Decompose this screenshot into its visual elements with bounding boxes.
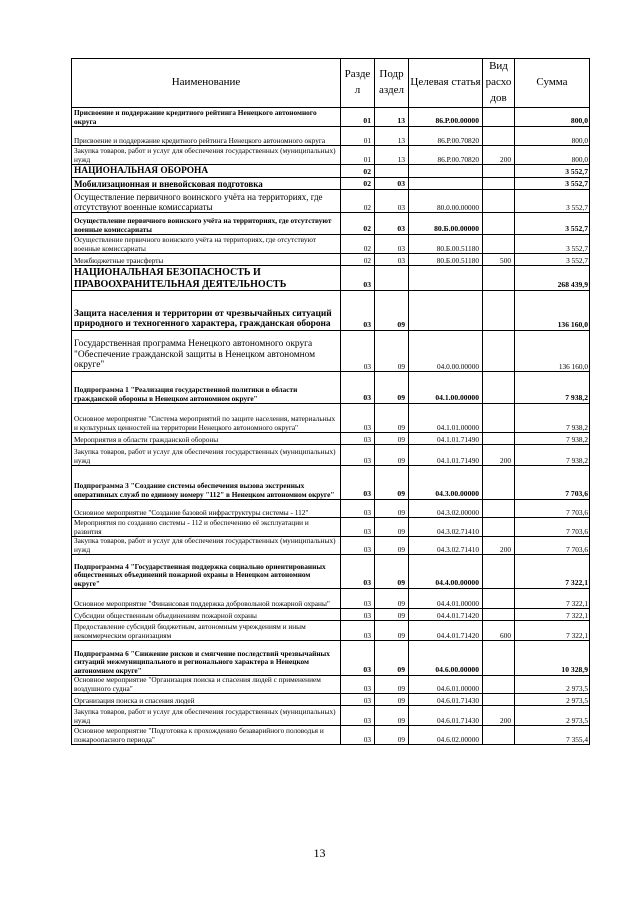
cell-podrazdel: 09	[375, 640, 409, 675]
cell-name: Подпрограмма 6 "Снижение рисков и смягчение последствий чрезвычайных ситуаций межмуниципального и регионального характера в Ненецком автономном округе"	[72, 640, 341, 675]
cell-summa: 7 703,6	[515, 517, 590, 536]
cell-podrazdel: 09	[375, 693, 409, 705]
table-row	[72, 290, 590, 330]
cell-name: Подпрограмма 4 "Государственная поддержка социально ориентированных общественных объединений пожарной охраны в Ненецком автономном округе"	[72, 554, 341, 588]
cell-summa: 2 973,5	[515, 693, 590, 705]
cell-tselevaya-statya: 04.4.01.71420	[409, 608, 483, 620]
cell-name: Мобилизационная и вневойсковая подготовка	[72, 177, 341, 189]
table-row	[72, 177, 590, 189]
cell-name: Подпрограмма 1 "Реализация государственной политики в области гражданской обороны в Ненецком автономном округе"	[72, 371, 341, 403]
cell-vid-raskhodov: 200	[483, 145, 515, 164]
cell-summa: 268 439,9	[515, 265, 590, 290]
cell-name: Подпрограмма 3 "Создание системы обеспечения вызова экстренных оперативных служб по единому номеру "112" в Ненецком автономном округе"	[72, 465, 341, 499]
cell-tselevaya-statya: 04.1.00.00000	[409, 371, 483, 403]
cell-vid-raskhodov	[483, 126, 515, 145]
table-row	[72, 465, 590, 499]
cell-razdel: 02	[341, 253, 375, 265]
header-podrazdel: Подр аздел	[375, 59, 409, 108]
cell-name: Осуществление первичного воинского учёта на территориях, где отсутствуют военные комиссариаты	[72, 234, 341, 253]
cell-tselevaya-statya: 80.Б.00.00000	[409, 212, 483, 234]
cell-vid-raskhodov	[483, 465, 515, 499]
cell-razdel: 03	[341, 725, 375, 744]
cell-name: Закупка товаров, работ и услуг для обеспечения государственных (муниципальных) нужд	[72, 145, 341, 164]
header-name: Наименование	[72, 59, 341, 108]
cell-razdel: 03	[341, 290, 375, 330]
cell-tselevaya-statya: 04.4.01.71420	[409, 620, 483, 640]
table-row	[72, 403, 590, 432]
cell-name: Основное мероприятие "Подготовка к прохождению безаварийного половодья и пожароопасного периода"	[72, 725, 341, 744]
cell-vid-raskhodov	[483, 177, 515, 189]
table-row	[72, 371, 590, 403]
cell-summa: 800,0	[515, 145, 590, 164]
cell-podrazdel: 09	[375, 290, 409, 330]
cell-vid-raskhodov	[483, 608, 515, 620]
table-row	[72, 536, 590, 554]
cell-name: Предоставление субсидий бюджетным, автономным учреждениям и иным некоммерческим организациям	[72, 620, 341, 640]
cell-podrazdel: 09	[375, 554, 409, 588]
cell-name: Закупка товаров, работ и услуг для обеспечения государственных (муниципальных) нужд	[72, 705, 341, 725]
cell-name: Мероприятия по созданию системы - 112 и обеспечению её эксплуатации и развития	[72, 517, 341, 536]
cell-summa: 7 938,2	[515, 444, 590, 465]
cell-name: Организация поиска и спасения людей	[72, 693, 341, 705]
table-row	[72, 107, 590, 126]
cell-podrazdel: 09	[375, 465, 409, 499]
cell-podrazdel: 09	[375, 330, 409, 371]
cell-tselevaya-statya: 04.3.02.00000	[409, 499, 483, 517]
table-row	[72, 499, 590, 517]
cell-vid-raskhodov	[483, 588, 515, 608]
cell-name: Государственная программа Ненецкого автономного округа "Обеспечение гражданской защиты в Ненецком автономном округе"	[72, 330, 341, 371]
cell-name: Закупка товаров, работ и услуг для обеспечения государственных (муниципальных) нужд	[72, 536, 341, 554]
cell-podrazdel: 09	[375, 444, 409, 465]
cell-razdel: 03	[341, 608, 375, 620]
cell-podrazdel: 09	[375, 705, 409, 725]
table-row	[72, 588, 590, 608]
table-row	[72, 234, 590, 253]
cell-vid-raskhodov	[483, 432, 515, 444]
cell-vid-raskhodov	[483, 290, 515, 330]
cell-tselevaya-statya: 80.Б.00.51180	[409, 234, 483, 253]
cell-summa: 2 973,5	[515, 675, 590, 693]
cell-razdel: 02	[341, 212, 375, 234]
table-row	[72, 705, 590, 725]
cell-vid-raskhodov	[483, 640, 515, 675]
cell-razdel: 03	[341, 517, 375, 536]
cell-vid-raskhodov	[483, 330, 515, 371]
table-header-row	[72, 59, 590, 108]
cell-podrazdel: 09	[375, 536, 409, 554]
cell-summa: 7 322,1	[515, 608, 590, 620]
cell-name: Присвоение и поддержание кредитного рейтинга Ненецкого автономного округа	[72, 107, 341, 126]
cell-name: Осуществление первичного воинского учёта на территориях, где отсутствуют военные комиссариаты	[72, 189, 341, 212]
cell-podrazdel: 09	[375, 432, 409, 444]
cell-summa: 7 322,1	[515, 554, 590, 588]
cell-tselevaya-statya: 86.Р.00.00000	[409, 107, 483, 126]
table-row	[72, 164, 590, 177]
table-row	[72, 444, 590, 465]
cell-razdel: 02	[341, 189, 375, 212]
cell-podrazdel: 13	[375, 107, 409, 126]
table-row	[72, 608, 590, 620]
cell-summa: 7 938,2	[515, 403, 590, 432]
cell-tselevaya-statya: 04.6.00.00000	[409, 640, 483, 675]
cell-name: Мероприятия в области гражданской обороны	[72, 432, 341, 444]
cell-razdel: 03	[341, 705, 375, 725]
table-row	[72, 693, 590, 705]
cell-razdel: 03	[341, 403, 375, 432]
cell-summa: 7 938,2	[515, 371, 590, 403]
cell-summa: 3 552,7	[515, 253, 590, 265]
cell-razdel: 01	[341, 145, 375, 164]
cell-vid-raskhodov	[483, 403, 515, 432]
cell-razdel: 03	[341, 640, 375, 675]
cell-tselevaya-statya	[409, 265, 483, 290]
table-row	[72, 620, 590, 640]
cell-razdel: 03	[341, 588, 375, 608]
table-row	[72, 253, 590, 265]
cell-summa: 3 552,7	[515, 234, 590, 253]
cell-summa: 3 552,7	[515, 189, 590, 212]
cell-tselevaya-statya: 04.6.01.00000	[409, 675, 483, 693]
cell-razdel: 03	[341, 675, 375, 693]
cell-tselevaya-statya: 86.Р.00.70820	[409, 145, 483, 164]
cell-name: Межбюджетные трансферты	[72, 253, 341, 265]
cell-tselevaya-statya: 04.3.02.71410	[409, 517, 483, 536]
cell-name: НАЦИОНАЛЬНАЯ ОБОРОНА	[72, 164, 341, 177]
cell-razdel: 03	[341, 693, 375, 705]
cell-name: НАЦИОНАЛЬНАЯ БЕЗОПАСНОСТЬ И ПРАВООХРАНИТЕЛЬНАЯ ДЕЯТЕЛЬНОСТЬ	[72, 265, 341, 290]
cell-vid-raskhodov	[483, 517, 515, 536]
table-row	[72, 725, 590, 744]
cell-vid-raskhodov	[483, 234, 515, 253]
table-row	[72, 330, 590, 371]
cell-vid-raskhodov	[483, 693, 515, 705]
cell-tselevaya-statya: 04.1.01.71490	[409, 444, 483, 465]
cell-name: Субсидии общественным объединениям пожарной охраны	[72, 608, 341, 620]
cell-podrazdel: 13	[375, 126, 409, 145]
table-row	[72, 640, 590, 675]
cell-name: Осуществление первичного воинского учёта на территориях, где отсутствуют военные комиссариаты	[72, 212, 341, 234]
table-row	[72, 554, 590, 588]
cell-podrazdel: 03	[375, 177, 409, 189]
cell-summa: 7 322,1	[515, 588, 590, 608]
cell-summa: 7 938,2	[515, 432, 590, 444]
cell-vid-raskhodov: 200	[483, 536, 515, 554]
cell-razdel: 03	[341, 465, 375, 499]
cell-tselevaya-statya: 80.Б.00.51180	[409, 253, 483, 265]
table-row	[72, 126, 590, 145]
budget-table	[71, 58, 590, 745]
cell-name: Основное мероприятие "Организация поиска и спасения людей с применением воздушного судна"	[72, 675, 341, 693]
cell-razdel: 02	[341, 177, 375, 189]
cell-podrazdel: 09	[375, 588, 409, 608]
cell-name: Закупка товаров, работ и услуг для обеспечения государственных (муниципальных) нужд	[72, 444, 341, 465]
cell-summa: 7 703,6	[515, 499, 590, 517]
cell-summa: 800,0	[515, 107, 590, 126]
cell-podrazdel: 09	[375, 608, 409, 620]
cell-podrazdel	[375, 164, 409, 177]
cell-name: Основное мероприятие "Система мероприятий по защите населения, материальных и культурных ценностей на территории Ненецкого автономного округа"	[72, 403, 341, 432]
cell-vid-raskhodov	[483, 212, 515, 234]
cell-podrazdel: 09	[375, 725, 409, 744]
cell-name: Присвоение и поддержание кредитного рейтинга Ненецкого автономного округа	[72, 126, 341, 145]
cell-podrazdel: 09	[375, 499, 409, 517]
cell-tselevaya-statya: 04.0.00.00000	[409, 330, 483, 371]
header-summa: Сумма	[515, 59, 590, 108]
table-row	[72, 675, 590, 693]
cell-tselevaya-statya: 80.0.00.00000	[409, 189, 483, 212]
header-razdel: Разде л	[341, 59, 375, 108]
cell-tselevaya-statya	[409, 290, 483, 330]
cell-podrazdel: 09	[375, 517, 409, 536]
cell-vid-raskhodov: 200	[483, 705, 515, 725]
cell-podrazdel: 03	[375, 234, 409, 253]
cell-podrazdel	[375, 265, 409, 290]
cell-razdel: 02	[341, 234, 375, 253]
table-row	[72, 265, 590, 290]
cell-summa: 10 328,9	[515, 640, 590, 675]
cell-tselevaya-statya: 86.Р.00.70820	[409, 126, 483, 145]
cell-name: Основное мероприятие "Финансовая поддержка добровольной пожарной охраны"	[72, 588, 341, 608]
cell-summa: 136 160,0	[515, 290, 590, 330]
cell-tselevaya-statya: 04.1.01.71490	[409, 432, 483, 444]
cell-summa: 136 160,0	[515, 330, 590, 371]
cell-tselevaya-statya: 04.6.01.71430	[409, 705, 483, 725]
cell-tselevaya-statya	[409, 164, 483, 177]
cell-vid-raskhodov: 500	[483, 253, 515, 265]
cell-vid-raskhodov	[483, 107, 515, 126]
cell-razdel: 03	[341, 371, 375, 403]
cell-tselevaya-statya: 04.4.01.00000	[409, 588, 483, 608]
cell-summa: 2 973,5	[515, 705, 590, 725]
cell-summa: 3 552,7	[515, 177, 590, 189]
cell-podrazdel: 09	[375, 675, 409, 693]
cell-podrazdel: 13	[375, 145, 409, 164]
cell-podrazdel: 09	[375, 403, 409, 432]
cell-summa: 7 322,1	[515, 620, 590, 640]
header-vid-raskhodov: Вид расхо дов	[483, 59, 515, 108]
cell-summa: 800,0	[515, 126, 590, 145]
cell-summa: 3 552,7	[515, 164, 590, 177]
cell-razdel: 03	[341, 265, 375, 290]
table-row	[72, 145, 590, 164]
cell-vid-raskhodov: 600	[483, 620, 515, 640]
cell-tselevaya-statya	[409, 177, 483, 189]
cell-razdel: 03	[341, 499, 375, 517]
table-row	[72, 517, 590, 536]
table-row	[72, 212, 590, 234]
table-row	[72, 189, 590, 212]
cell-vid-raskhodov	[483, 265, 515, 290]
cell-podrazdel: 09	[375, 620, 409, 640]
cell-podrazdel: 03	[375, 189, 409, 212]
cell-summa: 3 552,7	[515, 212, 590, 234]
cell-razdel: 03	[341, 620, 375, 640]
cell-vid-raskhodov	[483, 164, 515, 177]
cell-vid-raskhodov	[483, 675, 515, 693]
cell-vid-raskhodov: 200	[483, 444, 515, 465]
cell-podrazdel: 09	[375, 371, 409, 403]
cell-razdel: 01	[341, 107, 375, 126]
cell-vid-raskhodov	[483, 499, 515, 517]
cell-podrazdel: 03	[375, 253, 409, 265]
cell-tselevaya-statya: 04.1.01.00000	[409, 403, 483, 432]
cell-vid-raskhodov	[483, 371, 515, 403]
cell-name: Основное мероприятие "Создание базовой инфраструктуры системы - 112"	[72, 499, 341, 517]
cell-razdel: 03	[341, 432, 375, 444]
cell-name: Защита населения и территории от чрезвычайных ситуаций природного и техногенного характера, гражданская оборона	[72, 290, 341, 330]
page-number: 13	[313, 846, 326, 860]
cell-razdel: 02	[341, 164, 375, 177]
cell-tselevaya-statya: 04.3.00.00000	[409, 465, 483, 499]
cell-tselevaya-statya: 04.6.02.00000	[409, 725, 483, 744]
cell-summa: 7 703,6	[515, 536, 590, 554]
cell-vid-raskhodov	[483, 189, 515, 212]
cell-razdel: 03	[341, 536, 375, 554]
cell-razdel: 03	[341, 444, 375, 465]
cell-tselevaya-statya: 04.3.02.71410	[409, 536, 483, 554]
cell-vid-raskhodov	[483, 554, 515, 588]
cell-razdel: 03	[341, 330, 375, 371]
header-tselevaya-statya: Целевая статья	[409, 59, 483, 108]
cell-razdel: 03	[341, 554, 375, 588]
cell-tselevaya-statya: 04.6.01.71430	[409, 693, 483, 705]
cell-tselevaya-statya: 04.4.00.00000	[409, 554, 483, 588]
table-row	[72, 432, 590, 444]
cell-summa: 7 355,4	[515, 725, 590, 744]
cell-vid-raskhodov	[483, 725, 515, 744]
cell-razdel: 01	[341, 126, 375, 145]
cell-summa: 7 703,6	[515, 465, 590, 499]
cell-podrazdel: 03	[375, 212, 409, 234]
